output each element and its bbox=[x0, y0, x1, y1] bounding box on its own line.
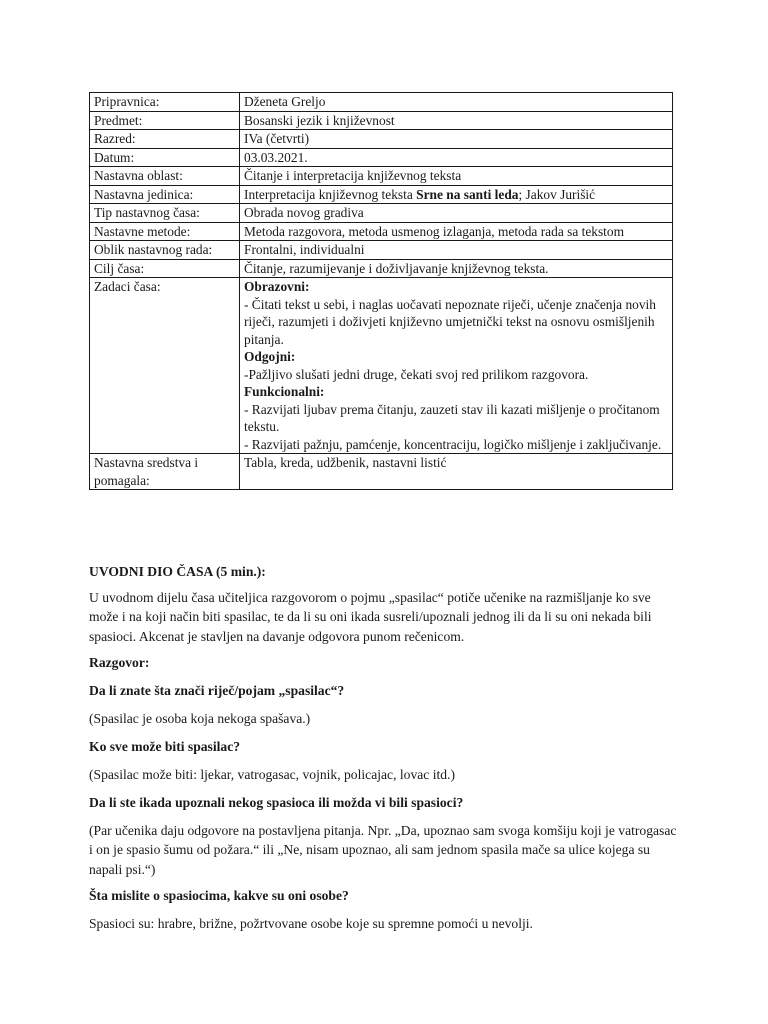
answer-4: Spasioci su: hrabre, brižne, požrtvovane osobe koje su spremne pomoći u nevolji. bbox=[89, 916, 533, 931]
table-row bbox=[90, 93, 673, 112]
answer-1: (Spasilac je osoba koja nekoga spašava.) bbox=[89, 711, 311, 726]
row-key: Nastavna sredstva i pomagala: bbox=[90, 454, 240, 490]
row-key: Nastavne metode: bbox=[90, 222, 240, 241]
row-value bbox=[240, 185, 673, 204]
lesson-plan-table-wrapper bbox=[89, 92, 673, 490]
zadaci-cell bbox=[240, 278, 673, 454]
table-row bbox=[90, 454, 673, 490]
razgovor-label: Razgovor: bbox=[89, 655, 150, 670]
row-value: Čitanje i interpretacija književnog teksta bbox=[240, 167, 673, 186]
row-key: Nastavna oblast: bbox=[90, 167, 240, 186]
row-key: Datum: bbox=[90, 148, 240, 167]
section-heading: UVODNI DIO ČASA (5 min.): bbox=[89, 564, 266, 579]
table-row bbox=[90, 259, 673, 278]
row-value: Tabla, kreda, udžbenik, nastavni listić bbox=[240, 454, 673, 490]
table-row bbox=[90, 185, 673, 204]
obrazovni-text: - Čitati tekst u sebi, i naglas uočavati nepoznate riječi, učenje značenja novih riječi, razumjeti i doživjeti književno umjetnički tekst na osnovu osmišljenih pitanja. bbox=[244, 296, 656, 347]
unit-author: ; Jakov Jurišić bbox=[518, 186, 596, 202]
table-row bbox=[90, 130, 673, 149]
row-key: Oblik nastavnog rada: bbox=[90, 241, 240, 260]
funkcionalni-text-2: - Razvijati pažnju, pamćenje, koncentraciju, logičko mišljenje i zaključivanje. bbox=[244, 436, 662, 452]
row-key: Pripravnica: bbox=[90, 93, 240, 112]
row-value: 03.03.2021. bbox=[240, 148, 673, 167]
row-key: Tip nastavnog časa: bbox=[90, 204, 240, 223]
unit-text-pre: Interpretacija književnog teksta bbox=[244, 186, 417, 202]
row-value: Čitanje, razumijevanje i doživljavanje književnog teksta. bbox=[240, 259, 673, 278]
row-value: Obrada novog gradiva bbox=[240, 204, 673, 223]
question-2: Ko sve može biti spasilac? bbox=[89, 739, 241, 754]
row-value: Frontalni, individualni bbox=[240, 241, 673, 260]
table-row bbox=[90, 167, 673, 186]
table-row bbox=[90, 204, 673, 223]
row-value: IVa (četvrti) bbox=[240, 130, 673, 149]
row-key: Cilj časa: bbox=[90, 259, 240, 278]
row-value: Bosanski jezik i književnost bbox=[240, 111, 673, 130]
question-4: Šta mislite o spasiocima, kakve su oni osobe? bbox=[89, 888, 349, 903]
question-1: Da li znate šta znači riječ/pojam „spasilac“? bbox=[89, 683, 345, 698]
lesson-info-table bbox=[89, 92, 673, 490]
funkcionalni-title: Funkcionalni: bbox=[244, 384, 325, 399]
row-value: Dženeta Greljo bbox=[240, 93, 673, 112]
table-row bbox=[90, 241, 673, 260]
unit-title: Srne na santi leda bbox=[416, 186, 519, 202]
intro-paragraph: U uvodnom dijelu časa učiteljica razgovorom o pojmu „spasilac“ potiče učenike na razmišljanje ko sve može i na koji način biti spasilac, te da li su oni ikada susreli/upoznali jednog ili da li su oni nekada bili spasioci. Akcenat je stavljen na davanje odgovora punom rečenicom. bbox=[89, 590, 652, 644]
funkcionalni-text-1: - Razvijati ljubav prema čitanju, zauzeti stav ili kazati mišljenje o pročitanom tekstu. bbox=[244, 401, 660, 434]
row-key: Zadaci časa: bbox=[90, 278, 240, 454]
answer-2: (Spasilac može biti: ljekar, vatrogasac, vojnik, policajac, lovac itd.) bbox=[89, 767, 455, 782]
odgojni-text: -Pažljivo slušati jedni druge, čekati svoj red prilikom razgovora. bbox=[244, 366, 589, 382]
row-key: Razred: bbox=[90, 130, 240, 149]
table-row bbox=[90, 111, 673, 130]
row-key: Nastavna jedinica: bbox=[90, 185, 240, 204]
table-row bbox=[90, 148, 673, 167]
obrazovni-title: Obrazovni: bbox=[244, 279, 310, 294]
row-key: Predmet: bbox=[90, 111, 240, 130]
row-value: Metoda razgovora, metoda usmenog izlaganja, metoda rada sa tekstom bbox=[240, 222, 673, 241]
table-row bbox=[90, 222, 673, 241]
answer-3: (Par učenika daju odgovore na postavljena pitanja. Npr. „Da, upoznao sam svoga komšiju koji je vatrogasac i on je spasio šumu od požara.“ ili „Ne, nisam upoznao, ali sam jednom spasila mače sa ulice kojega su napali psi.“) bbox=[89, 823, 677, 877]
question-3: Da li ste ikada upoznali nekog spasioca ili možda vi bili spasioci? bbox=[89, 795, 464, 810]
table-row bbox=[90, 278, 673, 454]
odgojni-title: Odgojni: bbox=[244, 349, 296, 364]
